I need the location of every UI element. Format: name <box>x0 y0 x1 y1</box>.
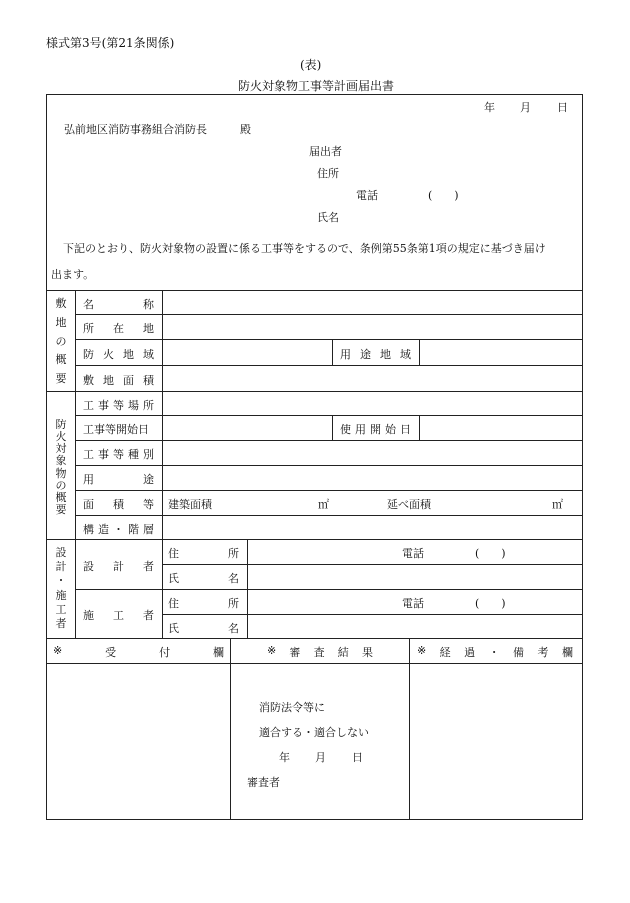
use-zone-label: 用 途 地 域 <box>340 348 411 361</box>
applicant-address-label: 住所 <box>317 167 339 180</box>
builder-phone-parens: ( ) <box>475 597 506 610</box>
review-date-day: 日 <box>352 751 363 764</box>
site-name-label: 名 称 <box>83 298 154 311</box>
structure-label: 構 造 ・ 階 層 <box>83 523 154 536</box>
builder-address-label: 住 所 <box>168 597 239 610</box>
builder-name-label: 氏 名 <box>168 622 239 635</box>
applicant-phone-label: 電話 <box>356 189 378 202</box>
total-floor-area-unit: ㎡ <box>552 498 563 511</box>
notification-form <box>46 94 583 820</box>
designer-name-label: 氏 名 <box>168 572 239 585</box>
reviewer-label: 審査者 <box>247 776 280 789</box>
designer-phone-parens: ( ) <box>475 547 506 560</box>
site-section-label: 敷 地 の 概 要 <box>55 297 67 385</box>
honorific: 殿 <box>240 123 251 136</box>
site-location-label: 所 在 地 <box>83 322 154 335</box>
review-date-month: 月 <box>315 751 326 764</box>
builder-phone-label: 電話 <box>402 597 424 610</box>
building-area-label: 建築面積 <box>168 498 212 511</box>
form-side-label: (表) <box>300 58 322 72</box>
form-number: 様式第3号(第21条関係) <box>46 36 175 50</box>
builder-label: 施 工 者 <box>83 609 154 622</box>
applicant-label: 届出者 <box>309 145 342 158</box>
designer-phone-label: 電話 <box>402 547 424 560</box>
date-year: 年 <box>484 101 495 114</box>
fire-law-text: 消防法令等に <box>259 701 325 714</box>
reception-column-header: ※ 受 付 欄 <box>53 644 224 659</box>
work-start-label: 工事等開始日 <box>83 423 149 436</box>
design-section-label: 設 計 ・ 施 工 者 <box>55 546 67 630</box>
addressee: 弘前地区消防事務組合消防長 <box>64 123 207 136</box>
overview-section-label: 防 火 対 象 物 の 概 要 <box>55 418 67 516</box>
statement-line-1: 下記のとおり、防火対象物の設置に係る工事等をするので、条例第55条第1項の規定に基づき届け <box>63 242 546 255</box>
form-title: 防火対象物工事等計画届出書 <box>238 79 395 93</box>
statement-line-2: 出ます。 <box>51 268 95 281</box>
fire-zone-label: 防 火 地 域 <box>83 348 154 361</box>
building-area-unit: ㎡ <box>318 498 329 511</box>
area-label: 面 積 等 <box>83 498 154 511</box>
total-floor-area-label: 延べ面積 <box>387 498 431 511</box>
designer-label: 設 計 者 <box>83 560 154 573</box>
date-day: 日 <box>557 101 568 114</box>
designer-address-label: 住 所 <box>168 547 239 560</box>
use-start-label: 使 用 開 始 日 <box>340 423 411 436</box>
site-area-label: 敷 地 面 積 <box>83 374 154 387</box>
work-place-label: 工 事 等 場 所 <box>83 399 154 412</box>
review-date-year: 年 <box>279 751 290 764</box>
purpose-label: 用 途 <box>83 473 154 486</box>
applicant-phone-parens: ( ) <box>428 189 459 202</box>
remarks-column-header: ※ 経 過 ・ 備 考 欄 <box>417 644 573 659</box>
applicant-name-label: 氏名 <box>317 211 339 224</box>
date-month: 月 <box>520 101 531 114</box>
compliance-text: 適合する・適合しない <box>259 726 369 739</box>
review-column-header: ※ 審 査 結 果 <box>267 644 373 659</box>
work-type-label: 工 事 等 種 別 <box>83 448 154 461</box>
